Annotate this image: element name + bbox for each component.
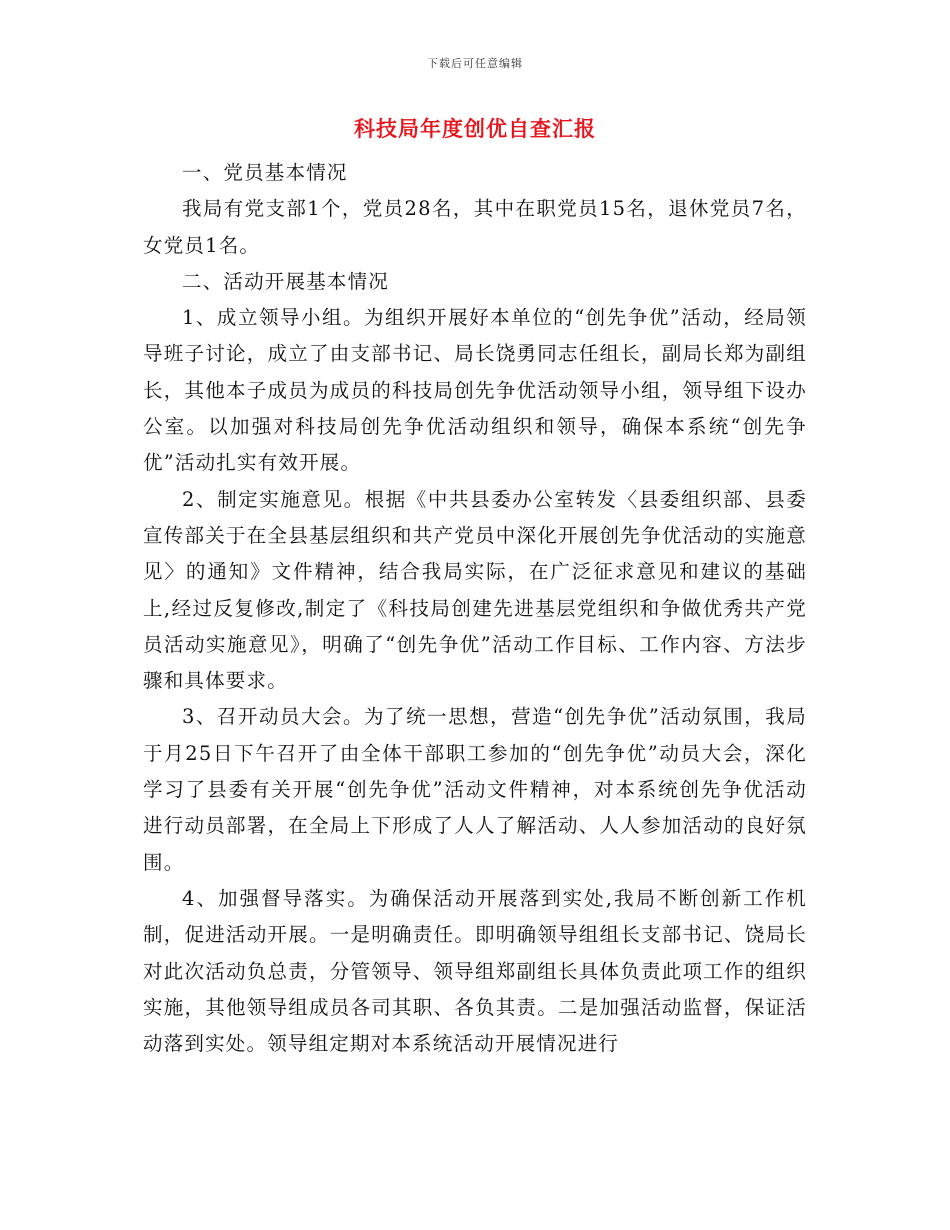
section-heading-activities: 二、活动开展基本情况 — [182, 269, 390, 293]
document-body — [143, 155, 807, 1062]
paragraph-mobilization-meeting: 3、召开动员大会。为了统一思想，营造“创先争优”活动氛围，我局于月25日下午召开了由全体干部职工参加的“创先争优”动员大会，深化学习了县委有关开展“创先争优”活动文件精神，对本系统创先争优活动进行动员部署，在全局上下形成了人人了解活动、人人参加活动的良好氛围。 — [143, 705, 807, 874]
paragraph-leadership-group: 1、成立领导小组。为组织开展好本单位的“创先争优”活动，经局领导班子讨论，成立了由支部书记、局长饶勇同志任组长，副局长郑为副组长，其他本子成员为成员的科技局创先争优活动领导小组，领导组下设办公室。以加强对科技局创先争优活动组织和领导，确保本系统“创先争优”活动扎实有效开展。 — [143, 306, 807, 475]
header-note: 下载后可任意编辑 — [427, 57, 523, 70]
document-title: 科技局年度创优自查汇报 — [354, 116, 596, 141]
paragraph-party-members: 我局有党支部1个，党员28名，其中在职党员15名，退休党员7名，女党员1名。 — [143, 197, 807, 257]
section-heading-party-members: 一、党员基本情况 — [182, 161, 348, 184]
paragraph-implementation-opinion: 2、制定实施意见。根据《中共县委办公室转发〈县委组织部、县委宣传部关于在全县基层组织和共产党员中深化开展创先争优活动的实施意见〉的通知》文件精神，结合我局实际，在广泛征求意见和建议的基础上,经过反复修改,制定了《科技局创建先进基层党组织和争做优秀共产党员活动实施意见》，明确了“创先争优”活动工作目标、工作内容、方法步骤和具体要求。 — [143, 487, 807, 693]
paragraph-supervision: 4、加强督导落实。为确保活动开展落到实处,我局不断创新工作机制，促进活动开展。一是明确责任。即明确领导组组长支部书记、饶局长对此次活动负总责，分管领导、领导组郑副组长具体负责此项工作的组织实施，其他领导组成员各司其职、各负其责。二是加强活动监督，保证活动落到实处。领导组定期对本系统活动开展情况进行 — [143, 886, 807, 1056]
